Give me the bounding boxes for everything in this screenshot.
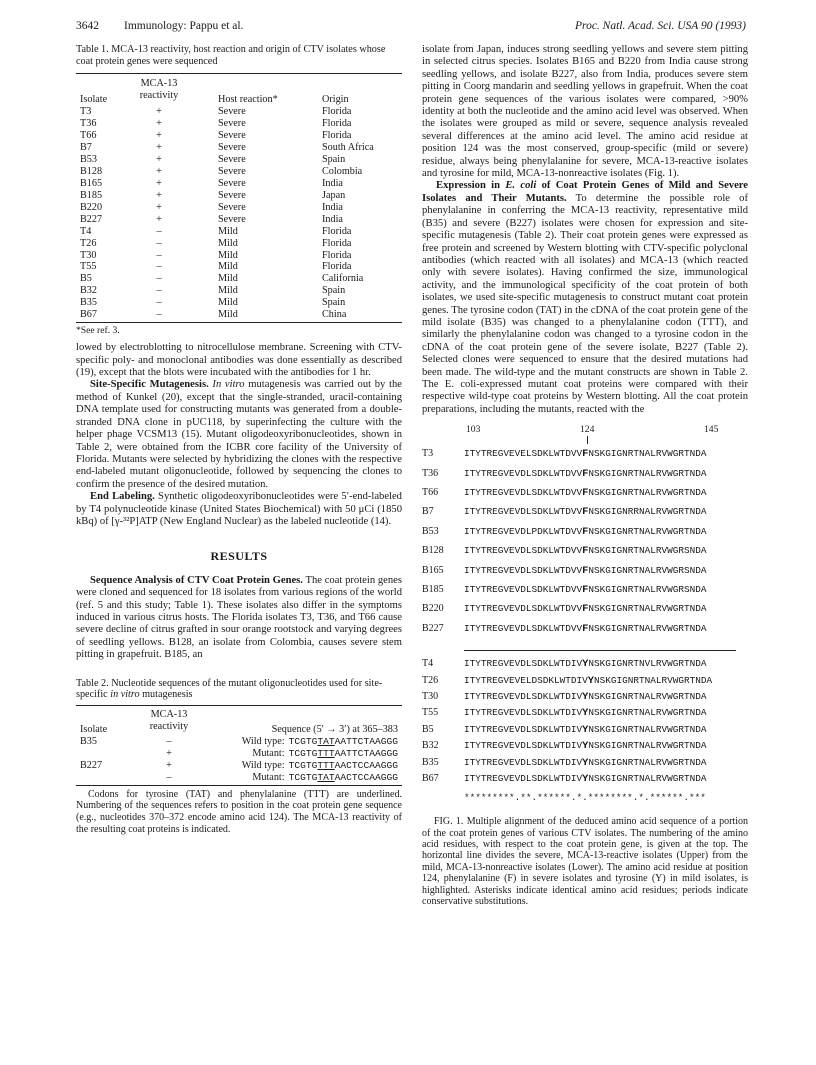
cell-reactivity: +: [156, 201, 162, 213]
cell-sequence: [204, 760, 402, 772]
amino-acid-sequence: [464, 545, 707, 557]
isolate-label: B53: [422, 525, 439, 537]
isolate-label: B220: [422, 603, 444, 615]
residue-124: F: [582, 525, 589, 538]
cell-reactivity: –: [156, 285, 162, 297]
cell-origin: Spain: [322, 153, 346, 165]
oligo-sequence: [289, 760, 398, 771]
position-145: 145: [704, 424, 719, 436]
cell-isolate: T3: [80, 106, 92, 118]
cell-host-reaction: Mild: [218, 285, 238, 297]
sequence-segment: ITYTREGVEVDLSDKLWTDIV: [464, 740, 583, 752]
cell-reactivity: –: [156, 297, 162, 309]
cell-isolate: B53: [80, 153, 97, 165]
cell-host-reaction: Severe: [218, 130, 246, 141]
sequence-segment: NSKGIGNRTNALRVWGRTNDA: [588, 467, 707, 479]
residue-124: Y: [582, 723, 589, 736]
table1: [76, 73, 402, 321]
cell-reactivity: –: [166, 735, 172, 747]
sequence-segment: ITYTREGVEVDLSDKLWTDVV: [464, 583, 583, 595]
cell-isolate: T55: [80, 261, 97, 273]
table-row: [76, 736, 402, 748]
underlined-codon: TAT: [317, 771, 335, 783]
amino-acid-sequence: [464, 565, 707, 577]
cell-origin: India: [322, 201, 343, 213]
cell-host-reaction: Severe: [218, 189, 246, 201]
cell-reactivity: –: [156, 261, 162, 273]
isolate-label: T4: [422, 658, 434, 670]
table2-header-sequence: Sequence (5′ → 3′) at 365–383: [271, 723, 398, 735]
sequence-segment: NSKGIGNRTNALRVWGRSNDA: [588, 564, 707, 576]
table2: [76, 705, 402, 784]
isolate-label: T3: [422, 448, 434, 460]
table-row: [76, 226, 402, 238]
amino-acid-sequence: [464, 584, 707, 596]
paragraph-blot: lowed by electroblotting to nitrocellulose membrane. Screening with CTV-specific poly- and monoclonal antibodies was done essentially as described (19), except that the blots were incubated with the antibodies for 1 hr.: [76, 342, 402, 379]
sequence-segment: ITYTREGVEVDLSDKLWTDIV: [464, 707, 583, 719]
heading-sequence-analysis: Sequence Analysis of CTV Coat Protein Genes.: [90, 574, 303, 586]
residue-124: F: [582, 506, 589, 519]
sequence-segment: NSKGIGNRTNALRVWGRTNDA: [588, 486, 707, 498]
cell-isolate: [76, 748, 134, 760]
amino-acid-sequence: [464, 623, 707, 635]
residue-124: F: [582, 467, 589, 480]
amino-acid-sequence: [464, 740, 707, 752]
cell-origin: Spain: [322, 297, 346, 309]
isolate-label: T55: [422, 707, 439, 719]
sequence-part: TCGTG: [288, 771, 318, 783]
residue-124: F: [582, 603, 589, 616]
table-row: [76, 118, 402, 130]
cell-sequence: [204, 748, 402, 760]
table1-caption: Table 1. MCA-13 reactivity, host reaction and origin of CTV isolates whose coat protein genes were sequenced: [76, 44, 386, 67]
residue-124: Y: [582, 756, 589, 769]
cell-host-reaction: Mild: [218, 261, 238, 273]
cell-isolate: B220: [80, 201, 103, 213]
isolate-label: T36: [422, 467, 439, 479]
cell-isolate: B227: [80, 759, 103, 771]
cell-origin: Florida: [322, 249, 352, 261]
cell-isolate: B32: [80, 285, 97, 297]
sequence-segment: ITYTREGVEVDLSDKLWTDVV: [464, 564, 583, 576]
isolate-label: B165: [422, 564, 444, 576]
amino-acid-sequence: [464, 691, 707, 703]
table2-footnote: Codons for tyrosine (TAT) and phenylalanine (TTT) are underlined. Numbering of the sequences refers to position in the coat protein gene sequence (e.g., nucleotides 370–372 encode amino acid 124). The MCA-13 reactivity of the resulting coat proteins is indicated.: [76, 785, 402, 835]
table-row: [76, 190, 402, 202]
mutagenesis-text: mutagenesis was carried out by the method of Kunkel (20), except that the single-stranded, uracil-containing DNA template used for constructing mutants was generated from a double-stranded DNA clone in pUC118, by superinfecting the culture with the helper phage VCSM13 (15). Mutant oligodeoxyribonucleotides, shown in Table 2, were obtained from the ICBR core facility of the University of Florida. Mutants were selected by hybridizing the clones with the respective end-labeled mutant oligonucleotide, followed by sequencing the clones to confirm the presence of the desired mutation.: [76, 379, 402, 490]
table2-body: [76, 736, 402, 784]
cell-host-reaction: Severe: [218, 106, 246, 118]
end-labeling-text: Synthetic oligodeoxyribonucleotides were 5′-end-labeled by T4 polynucleotide kinase (United States Biochemical) with 50 μCi (1850 kBq) of [γ-³²P]ATP (New England Nuclear) as the labeled nucleotide (14).: [76, 491, 402, 527]
em-in-vitro: In vitro: [212, 379, 245, 391]
cell-isolate: B7: [80, 141, 92, 153]
cell-isolate: B35: [80, 297, 97, 309]
table-row: [76, 760, 402, 772]
table1-header-isolate: Isolate: [80, 94, 108, 106]
sequence-segment: NSKGIGNRTNALRVWGRSNDA: [588, 583, 707, 595]
page-number: 3642: [76, 20, 99, 32]
heading-end-labeling: End Labeling.: [90, 491, 155, 503]
cell-origin: Japan: [322, 189, 346, 201]
sequence-label: Mutant:: [252, 747, 285, 759]
table-row: [76, 106, 402, 118]
journal-citation: Proc. Natl. Acad. Sci. USA 90 (1993): [575, 20, 746, 32]
isolate-label: B185: [422, 583, 444, 595]
figure1-alignment: [422, 424, 748, 908]
heading-site-specific: Site-Specific Mutagenesis.: [90, 379, 209, 391]
sequence-segment: NSKGIGNRTNALRVWGRSNDA: [588, 545, 707, 557]
sequence-label: Wild type:: [241, 735, 285, 747]
table-row: [76, 250, 402, 262]
table-row: [76, 748, 402, 760]
table1-header-origin: Origin: [322, 94, 349, 106]
cell-host-reaction: Mild: [218, 237, 238, 249]
underlined-codon: TAT: [317, 735, 335, 747]
amino-acid-sequence: [464, 487, 707, 499]
table2-caption: [76, 678, 402, 701]
sequence-segment: ITYTREGVEVDLSDKLWTDIV: [464, 690, 583, 702]
table-row: [76, 154, 402, 166]
cell-origin: Colombia: [322, 165, 363, 177]
cell-isolate: T26: [80, 237, 97, 249]
cell-origin: Florida: [322, 106, 352, 118]
sequence-segment: NSKGIGNRTNALRVWGRTNDA: [588, 603, 707, 615]
residue-124: Y: [582, 772, 589, 785]
cell-origin: Florida: [322, 237, 352, 249]
sequence-part: TCGTG: [288, 759, 318, 771]
sequence-segment: NSKGIGNRTNVLRVWGRTNDA: [588, 658, 707, 670]
isolate-label: T30: [422, 690, 439, 702]
table-row: [76, 166, 402, 178]
paragraph-end-labeling: [76, 491, 402, 528]
table-row: [76, 309, 402, 321]
amino-acid-sequence: [464, 658, 707, 670]
cell-reactivity: +: [166, 747, 172, 759]
isolate-label: T26: [422, 674, 439, 686]
table-row: [76, 214, 402, 226]
amino-acid-sequence: [464, 603, 707, 615]
cell-isolate: B5: [80, 273, 92, 285]
sequence-label: Wild type:: [241, 759, 285, 771]
cell-origin: California: [322, 273, 364, 285]
cell-reactivity: +: [156, 141, 162, 153]
cell-origin: India: [322, 213, 343, 225]
residue-124: F: [582, 448, 589, 461]
residue-124: F: [582, 486, 589, 499]
cell-reactivity: +: [156, 130, 162, 141]
cell-origin: Florida: [322, 118, 352, 130]
position-103: 103: [466, 424, 481, 436]
heading-expression-a: Expression in: [436, 180, 506, 192]
table1-header-host: Host reaction*: [218, 94, 278, 106]
underlined-codon: TTT: [317, 747, 335, 759]
sequence-segment: NSKGIGNRTNALRVWGRTNDA: [588, 525, 707, 537]
cell-host-reaction: Mild: [218, 309, 238, 321]
sequence-segment: NSKGIGNRTNALRVWGRTNDA: [588, 723, 707, 735]
isolate-label: B128: [422, 545, 444, 557]
table2-caption-b: mutagenesis: [139, 689, 193, 701]
cell-origin: Florida: [322, 261, 352, 273]
amino-acid-sequence: [464, 506, 707, 518]
cell-reactivity: –: [156, 273, 162, 285]
figure1-caption: FIG. 1. Multiple alignment of the deduced amino acid sequence of a portion of the coat protein genes of various CTV isolates. The numbering of the amino acid residues, with respect to the coat protein gene, is given at the top. The horizontal line divides the severe, MCA-13-reactive isolates (Upper) from the mild, MCA-13-nonreactive isolates (Lower). The amino acid residue at position 124, phenylalanine (F) in severe isolates and tyrosine (Y) in mild isolates, is highlighted. Asterisks indicate identical amino acid residues; periods indicate conservative substitutions.: [422, 816, 748, 908]
residue-124: F: [582, 622, 589, 635]
cell-origin: Florida: [322, 225, 352, 237]
paragraph-mutagenesis: [76, 379, 402, 491]
sequence-segment: ITYTREGVEVDLSDKLWTDIV: [464, 756, 583, 768]
isolate-label: T66: [422, 486, 439, 498]
sequence-analysis-text: The coat protein genes were cloned and sequenced for 18 isolates from various regions of the world (ref. 5 and this study; Table 1). These isolates also differ in the symptoms induced in various citrus hosts. The Florida isolates T3, T36, and T66 cause severe decline of citrus grafted in sour orange rootstock and varying degrees of seedling yellows. B128, an isolate from Colombia, causes severe stem pitting in grapefruit. B185, an: [76, 574, 402, 661]
sequence-segment: NSKGIGNRTNALRVWGRTNDA: [588, 690, 707, 702]
sequence-segment: NSKGIGNRTNALRVWGRTNDA: [588, 622, 707, 634]
consensus-line: *********.**.******.*.********.*.******.***: [464, 792, 706, 804]
cell-reactivity: +: [156, 165, 162, 177]
underlined-codon: TTT: [317, 759, 335, 771]
cell-reactivity: –: [156, 225, 162, 237]
sequence-part: AATTCTAAGGG: [334, 735, 398, 747]
table-row: [76, 130, 402, 142]
residue-124: Y: [582, 658, 589, 671]
cell-isolate: B35: [80, 735, 97, 747]
oligo-sequence: [289, 736, 398, 747]
expression-text: To determine the possible role of phenylalanine in conferring the MCA-13 reactivity, representative mild (B35) and severe (B227) isolates were chosen for expression and site-specific mutagenesis (Table 2). Their coat protein genes were expressed as free protein and screened by Western blotting with CTV-specific polyclonal antibodies (which reacted with all isolates) and MCA-13 (which reacted only with severe isolates). Having confirmed the size, immunological activity, and the immunological specificity of the coat protein of both isolates, we used site-specific mutagenesis to construct mutant coat protein genes. The tyrosine codon (TAT) in the cDNA of the coat protein gene of the mild isolate (B35) was changed to a phenylalanine codon (TTT), and similarly the phenylalanine codon was changed to a tyrosine codon in the cDNA of the coat protein gene of the severe isolate, B227 (Table 2). Selected clones were sequenced to ensure that the desired mutations had been made. The wild-type and the mutant constructs are shown in Table 2. The E. coli-expressed mutant coat proteins were compared with their respective wild-type coat proteins by Western blotting. All the coat protein preparations, including the mutants, reacted with the: [422, 192, 748, 415]
cell-reactivity: –: [156, 237, 162, 249]
sequence-segment: ITYTREGVEVDLSDKLWTDIV: [464, 772, 583, 784]
cell-reactivity: –: [156, 309, 162, 321]
cell-host-reaction: Severe: [218, 177, 246, 189]
cell-origin: Spain: [322, 285, 346, 297]
amino-acid-sequence: [464, 468, 707, 480]
sequence-part: AACTCCAAGGG: [334, 759, 398, 771]
table-row: [76, 142, 402, 154]
cell-reactivity: +: [156, 106, 162, 118]
cell-isolate: T36: [80, 118, 97, 130]
isolate-label: B5: [422, 723, 434, 735]
cell-reactivity: +: [156, 213, 162, 225]
table-row: [76, 273, 402, 285]
amino-acid-sequence: [464, 448, 707, 460]
cell-isolate: B67: [80, 309, 97, 321]
cell-host-reaction: Mild: [218, 225, 238, 237]
position-124: 124: [580, 424, 595, 436]
running-head: Immunology: Pappu et al.: [124, 20, 244, 32]
position-124-tick: [587, 436, 588, 444]
cell-isolate: B128: [80, 165, 103, 177]
table-row: [76, 202, 402, 214]
cell-isolate: T30: [80, 249, 97, 261]
oligo-sequence: [289, 748, 398, 759]
sequence-segment: ITYTREGVEVDLPDKLWTDVV: [464, 525, 583, 537]
right-column: [422, 44, 748, 908]
sequence-segment: NSKGIGNRTNALRVWGRTNDA: [588, 740, 707, 752]
residue-124: F: [582, 545, 589, 558]
cell-host-reaction: Severe: [218, 165, 246, 177]
cell-host-reaction: Mild: [218, 249, 238, 261]
cell-sequence: [204, 736, 402, 748]
table2-caption-em: in vitro: [110, 689, 140, 701]
cell-isolate: B165: [80, 177, 103, 189]
table1-header-reactivity: reactivity: [139, 90, 179, 102]
paragraph-expression: [422, 180, 748, 416]
table2-header-isolate: Isolate: [80, 723, 108, 735]
sequence-segment: ITYTREGVEVDLSDKLWTDVV: [464, 622, 583, 634]
sequence-segment: ITYTREGVEVDLSDKLWTDVV: [464, 486, 583, 498]
sequence-segment: NSKGIGNRTNALRVWGRTNDA: [588, 707, 707, 719]
heading-expression-em: E. coli: [505, 180, 537, 192]
isolate-label: B32: [422, 740, 439, 752]
isolate-label: B67: [422, 772, 439, 784]
cell-host-reaction: Severe: [218, 201, 246, 213]
right-body-text: [422, 44, 748, 416]
table1-footnote: *See ref. 3.: [76, 322, 402, 336]
table-row: [76, 178, 402, 190]
group-divider: [464, 650, 736, 651]
paragraph-sequence-analysis: [76, 575, 402, 662]
amino-acid-sequence: [464, 526, 707, 538]
cell-host-reaction: Mild: [218, 273, 238, 285]
cell-isolate: T66: [80, 130, 97, 141]
cell-origin: India: [322, 177, 343, 189]
sequence-part: TCGTG: [288, 747, 318, 759]
cell-host-reaction: Mild: [218, 297, 238, 309]
table1-header-mca: MCA-13: [140, 78, 178, 90]
amino-acid-sequence: [464, 773, 707, 785]
cell-reactivity: +: [156, 118, 162, 130]
cell-host-reaction: Severe: [218, 213, 246, 225]
amino-acid-sequence: [464, 707, 707, 719]
sequence-part: AATTCTAAGGG: [334, 747, 398, 759]
cell-sequence: [204, 772, 402, 784]
table-row: [76, 261, 402, 273]
residue-124: Y: [587, 674, 595, 687]
table-row: [76, 238, 402, 250]
sequence-segment: ITYTREGVEVDLSDKLWTDVV: [464, 545, 583, 557]
sequence-segment: NSKGIGNRTNALRVWGRTNDA: [594, 674, 713, 686]
residue-124: Y: [582, 740, 589, 753]
sequence-segment: ITYTREGVEVELDSDKLWTDIV: [464, 674, 588, 686]
heading-expression-b: of Coat Protein Genes of Mild and Severe Isolates and Their Mutants.: [422, 180, 748, 204]
isolate-label: B227: [422, 622, 444, 634]
table-row: [76, 285, 402, 297]
cell-isolate: B185: [80, 189, 103, 201]
sequence-part: AACTCCAAGGG: [334, 771, 398, 783]
sequence-segment: ITYTREGVEVDLSDKLWTDVV: [464, 467, 583, 479]
cell-origin: Florida: [322, 130, 352, 141]
residue-124: F: [582, 583, 589, 596]
results-heading: RESULTS: [210, 549, 268, 564]
sequence-label: Mutant:: [252, 771, 285, 783]
amino-acid-sequence: [464, 724, 707, 736]
sequence-segment: NSKGIGNRTNALRVWGRTNDA: [588, 772, 707, 784]
sequence-segment: NSKGIGNRTNALRVWGRTNDA: [588, 448, 707, 460]
cell-host-reaction: Severe: [218, 141, 246, 153]
cell-isolate: [76, 772, 134, 784]
cell-origin: South Africa: [322, 141, 374, 153]
isolate-label: B7: [422, 506, 434, 518]
residue-124: Y: [582, 690, 589, 703]
table2-header-reactivity: reactivity: [149, 720, 189, 732]
oligo-sequence: [289, 772, 398, 783]
residue-124: Y: [582, 707, 589, 720]
cell-isolate: T4: [80, 225, 92, 237]
sequence-segment: ITYTREGVEVDLSDKLWTDVV: [464, 603, 583, 615]
sequence-segment: ITYTREGVEVDLSDKLWTDIV: [464, 723, 583, 735]
table-row: [76, 297, 402, 309]
cell-reactivity: –: [166, 771, 172, 783]
cell-host-reaction: Severe: [218, 153, 246, 165]
sequence-segment: NSKGIGNRRNALRVWGRTNDA: [588, 506, 707, 518]
sequence-segment: ITYTREGVEVDLSDKLWTDIV: [464, 658, 583, 670]
cell-reactivity: –: [156, 249, 162, 261]
table2-header-mca: MCA-13: [150, 708, 188, 720]
cell-reactivity: +: [156, 177, 162, 189]
sequence-segment: ITYTREGVEVDLSDKLWTDVV: [464, 506, 583, 518]
cell-origin: China: [322, 309, 347, 321]
paragraph-isolates: isolate from Japan, induces strong seedling yellows and severe stem pitting in selected citrus species. Isolates B165 and B220 from India cause strong seedling yellows, and isolate B227, also from India, produces severe stem pitting in Coorg mandarin and seedling yellows in grapefruit. When the coat protein gene sequences of the various isolates were compared, >90% identity at both the nucleotide and the amino acid level was observed. When the isolates were grouped as mild or severe, sequence analysis revealed several differences at the amino acid level. The amino acid residue at position 124 was the most conserved, group-specific (mild or severe) residue, always being phenylalanine for severe, MCA-13-reactive isolates and tyrosine for mild, MCA-13-nonreactive isolates (Fig. 1).: [422, 44, 748, 180]
amino-acid-sequence: [464, 757, 707, 769]
amino-acid-sequence: [464, 675, 712, 687]
cell-reactivity: +: [156, 153, 162, 165]
left-column: [76, 44, 402, 835]
sequence-segment: ITYTREGVEVELSDKLWTDVV: [464, 448, 583, 460]
sequence-segment: NSKGIGNRTNALRVWGRTNDA: [588, 756, 707, 768]
cell-reactivity: +: [156, 189, 162, 201]
left-body-text: [76, 342, 402, 661]
table-row: [76, 772, 402, 784]
table1-body: [76, 106, 402, 321]
isolate-label: B35: [422, 756, 439, 768]
sequence-part: TCGTG: [288, 735, 318, 747]
cell-host-reaction: Severe: [218, 118, 246, 130]
cell-isolate: B227: [80, 213, 103, 225]
cell-reactivity: +: [166, 759, 172, 771]
table2-caption-a: Table 2. Nucleotide sequences of the mutant oligonucleotides used for site-specific: [76, 677, 383, 701]
residue-124: F: [582, 564, 589, 577]
